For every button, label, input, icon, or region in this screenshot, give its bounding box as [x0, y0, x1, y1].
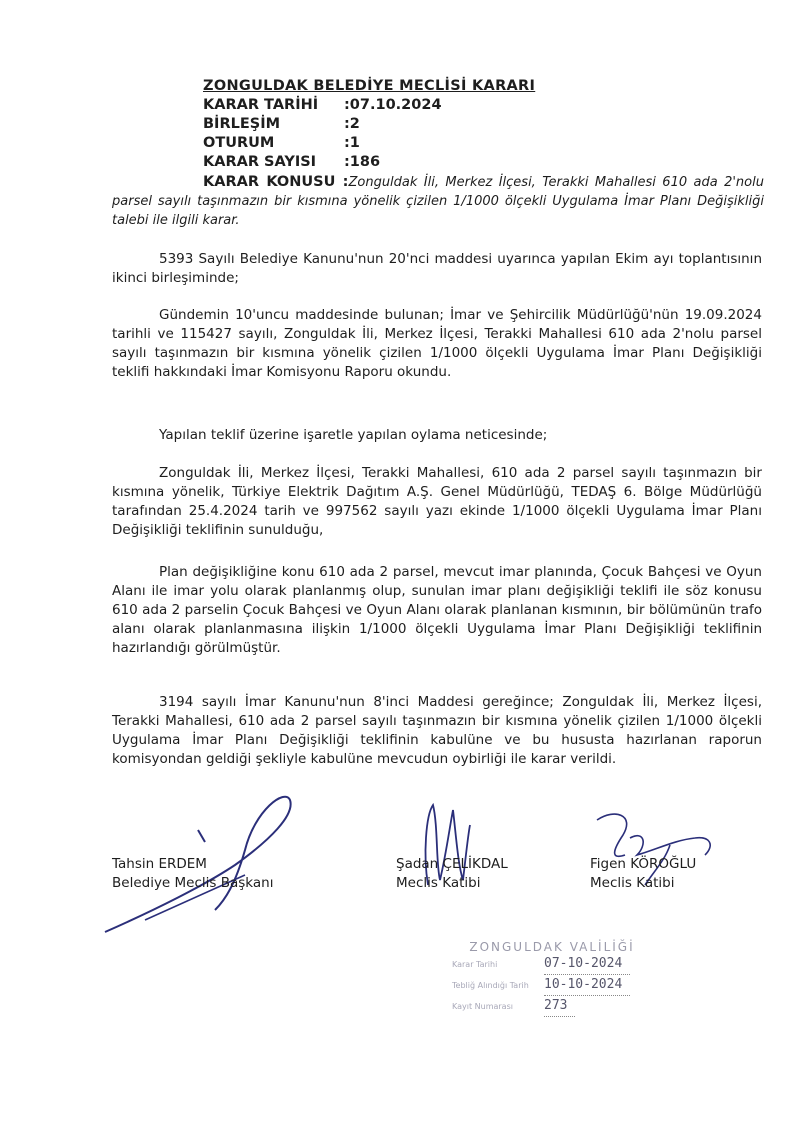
subject-label: KARAR KONUSU : — [203, 174, 349, 190]
governorship-stamp — [452, 940, 662, 1017]
meta-value: :07.10.2024 — [344, 97, 442, 113]
body-paragraph: Zonguldak İli, Merkez İlçesi, Terakki Mahallesi, 610 ada 2 parsel sayılı taşınmazın bir kısmına yönelik, Türkiye Elektrik Dağıtım A.Ş. Genel Müdürlüğü, TEDAŞ 6. Bölge Müdürlüğü tarafından 25.4.2024 tarih ve 997562 sayılı yazı ekinde 1/1000 ölçekli Uygulama İmar Planı Değişikliği teklifinin sunulduğu, — [112, 465, 762, 538]
stamp-title: ZONGULDAK VALİLİĞİ — [469, 940, 635, 954]
body-paragraph: Gündemin 10'uncu maddesinde bulunan; İmar ve Şehircilik Müdürlüğü'nün 19.09.2024 tarihli ve 115427 sayılı, Zonguldak İli, Merkez İlçesi, Terakki Mahallesi 610 ada 2'nolu parsel sayılı taşınmazın bir kısmına yönelik çizilen 1/1000 ölçekli Uygulama İmar Planı Değişikliği teklifi hakkındaki İmar Komisyonu Raporu okundu. — [112, 307, 762, 380]
document-header — [203, 77, 603, 172]
signature-block-secretary-1 — [396, 855, 508, 893]
stamp-row — [452, 996, 662, 1017]
meta-value: :186 — [344, 154, 381, 170]
signatory-role: Belediye Meclis Başkanı — [112, 875, 274, 891]
signatory-name: Tahsin ERDEM — [112, 856, 207, 872]
signature-block-chairman — [112, 855, 273, 893]
meta-row-decision-date — [203, 96, 603, 115]
document-title: ZONGULDAK BELEDİYE MECLİSİ KARARI — [203, 78, 536, 94]
stamp-label: Kayıt Numarası — [452, 1002, 513, 1011]
stamp-label: Tebliğ Alındığı Tarih — [452, 981, 529, 990]
signatory-name: Şadan ÇELİKDAL — [396, 856, 508, 872]
signatory-role: Meclis Katibi — [590, 875, 675, 891]
meta-value: :2 — [344, 116, 360, 132]
stamp-row — [452, 975, 662, 996]
meta-row-decision-number — [203, 153, 603, 172]
subject-text: Zonguldak İli, Merkez İlçesi, Terakki Mahallesi 610 ada 2'nolu parsel sayılı taşınmazın bir kısmına yönelik çizilen 1/1000 ölçekli Uygulama İmar Planı Değişikliği talebi ile ilgili karar. — [112, 175, 764, 228]
decision-subject — [112, 173, 764, 230]
stamp-value: 07-10-2024 — [544, 954, 630, 975]
body-paragraph: 5393 Sayılı Belediye Kanunu'nun 20'nci maddesi uyarınca yapılan Ekim ayı toplantısının ikinci birleşiminde; — [112, 251, 762, 286]
stamp-value: 10-10-2024 — [544, 975, 630, 996]
meta-row-session — [203, 115, 603, 134]
body-paragraph: Yapılan teklif üzerine işaretle yapılan oylama neticesinde; — [159, 427, 548, 443]
signatory-role: Meclis Katibi — [396, 875, 481, 891]
stamp-label: Karar Tarihi — [452, 960, 498, 969]
meta-label: KARAR TARİHİ — [203, 97, 319, 113]
stamp-row — [452, 954, 662, 975]
meta-label: OTURUM — [203, 135, 275, 151]
body-paragraph: 3194 sayılı İmar Kanunu'nun 8'inci Maddesi gereğince; Zonguldak İli, Merkez İlçesi, Terakki Mahallesi, 610 ada 2 parsel sayılı taşınmazın bir kısmına yönelik çizilen 1/1000 ölçekli Uygulama İmar Planı Değişikliği teklifinin kabulüne ve bu hususta hazırlanan raporun komisyondan geldiği şekliyle kabulüne mevcudun oybirliği ile karar verildi. — [112, 694, 762, 767]
signatory-name: Figen KÖROĞLU — [590, 856, 697, 872]
body-paragraph: Plan değişikliğine konu 610 ada 2 parsel, mevcut imar planında, Çocuk Bahçesi ve Oyun Alanı ile imar yolu olarak planlanmış olup, sunulan imar planı değişikliği teklifi ile söz konusu 610 ada 2 parselin Çocuk Bahçesi ve Oyun Alanı olarak planlanan kısmının, bir bölümünün trafo alanı olarak planlanmasına ilişkin 1/1000 ölçekli Uygulama İmar Planı Değişikliği teklifinin hazırlandığı görülmüştür. — [112, 564, 762, 656]
meta-value: :1 — [344, 135, 360, 151]
meta-row-sitting — [203, 134, 603, 153]
stamp-value: 273 — [544, 996, 575, 1017]
meta-label: KARAR SAYISI — [203, 154, 317, 170]
signature-block-secretary-2 — [590, 855, 696, 893]
meta-label: BİRLEŞİM — [203, 116, 281, 132]
